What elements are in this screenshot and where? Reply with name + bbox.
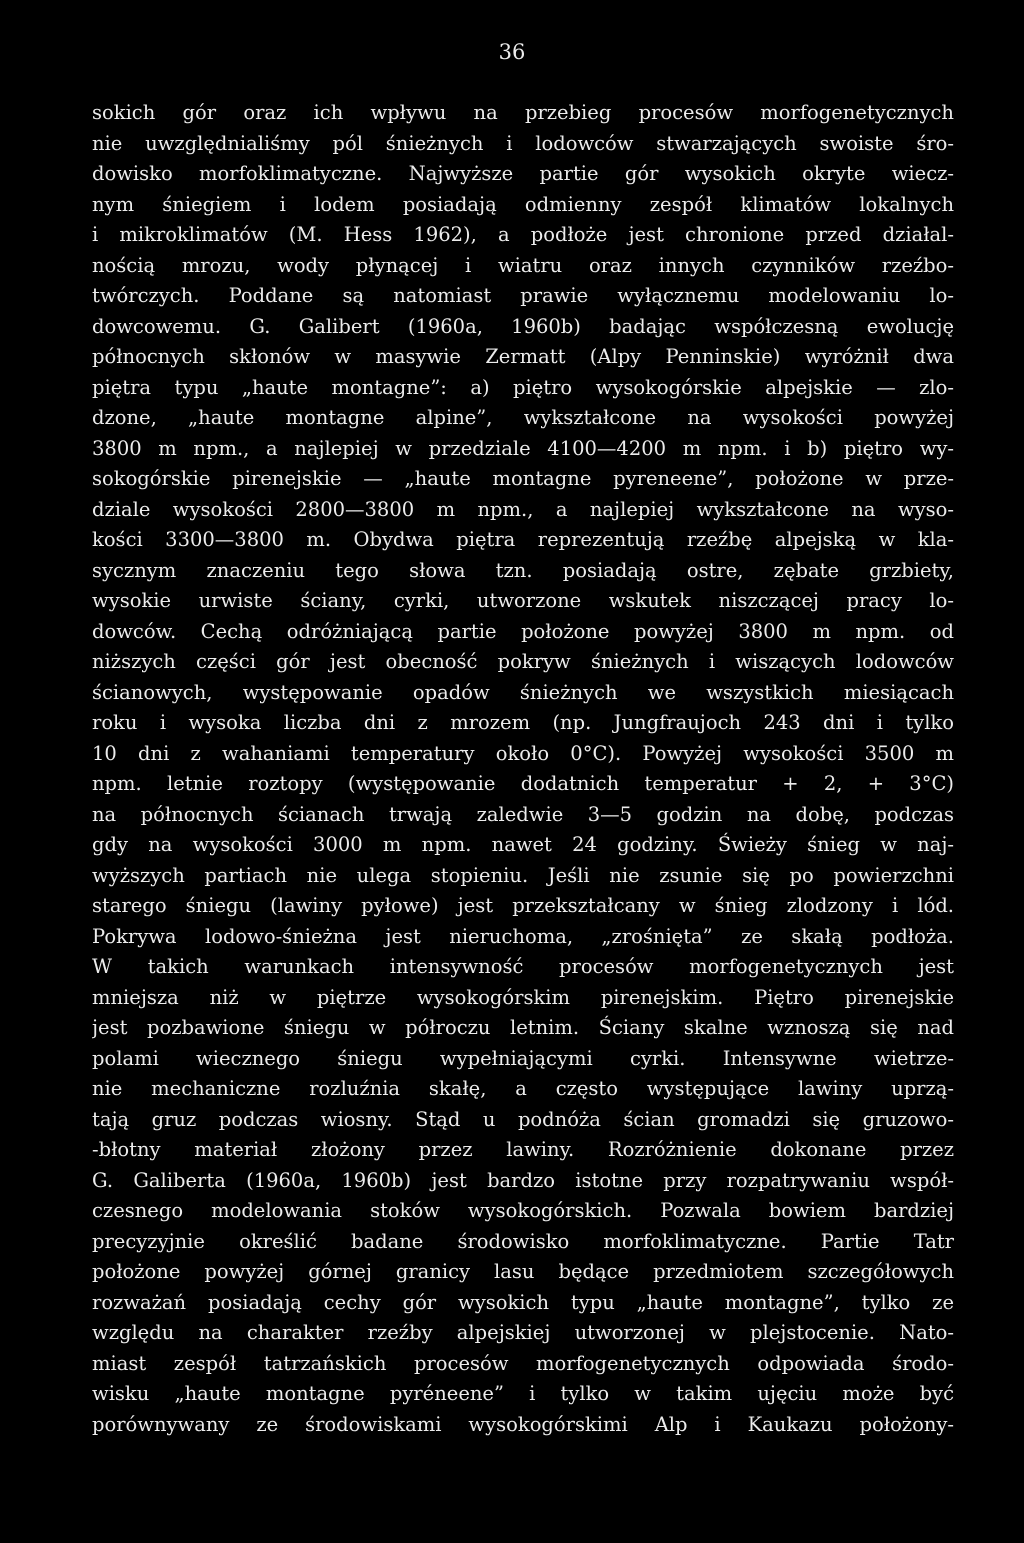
text-line: dowisko morfoklimatyczne. Najwyższe partie gór wysokich okryte wiecz- — [92, 162, 954, 185]
text-line: dowcowemu. G. Galibert (1960a, 1960b) badając współczesną ewolucję — [92, 314, 954, 338]
text-line: npm. letnie roztopy (występowanie dodatnich temperatur + 2, + 3°C) — [92, 772, 954, 795]
text-line: mniejsza niż w piętrze wysokogórskim pirenejskim. Piętro pirenejskie — [92, 985, 954, 1009]
text-line: sokich gór oraz ich wpływu na przebieg procesów morfogenetycznych — [92, 101, 954, 124]
text-line: nym śniegiem i lodem posiadają odmienny zespół klimatów lokalnych — [92, 192, 954, 216]
text-line: czesnego modelowania stoków wysokogórskich. Pozwala bowiem bardziej — [92, 1199, 954, 1222]
text-line: porównywany ze środowiskami wysokogórskimi Alp i Kaukazu położony- — [92, 1412, 954, 1436]
text-line: względu na charakter rzeźby alpejskiej utworzonej w plejstocenie. Nato- — [92, 1321, 954, 1344]
text-line: na północnych ścianach trwają zaledwie 3—5 godzin na dobę, podczas — [92, 802, 954, 826]
text-line: dowców. Cechą odróżniającą partie położone powyżej 3800 m npm. od — [92, 619, 954, 643]
text-line: miast zespół tatrzańskich procesów morfogenetycznych odpowiada środo- — [92, 1351, 954, 1375]
text-line: wysokie urwiste ściany, cyrki, utworzone wskutek niszczącej pracy lo- — [92, 589, 954, 612]
text-line: kości 3300—3800 m. Obydwa piętra reprezentują rzeźbę alpejską w kla- — [92, 528, 954, 551]
text-line: gdy na wysokości 3000 m npm. nawet 24 godziny. Świeży śnieg w naj- — [92, 833, 954, 856]
text-line: sokogórskie pirenejskie — „haute montagne pyreneene”, położone w prze- — [92, 467, 954, 490]
text-line: sycznym znaczeniu tego słowa tzn. posiadają ostre, zębate grzbiety, — [92, 558, 954, 582]
text-line: dziale wysokości 2800—3800 m npm., a najlepiej wykształcone na wyso- — [92, 497, 954, 521]
text-line: Pokrywa lodowo-śnieżna jest nieruchoma, „zrośnięta” ze skałą podłoża. — [92, 924, 954, 948]
text-line: tają gruz podczas wiosny. Stąd u podnóża ścian gromadzi się gruzowo- — [92, 1107, 954, 1131]
text-line: niższych części gór jest obecność pokryw śnieżnych i wiszących lodowców — [92, 650, 954, 673]
text-line: starego śniegu (lawiny pyłowe) jest przekształcany w śnieg zlodzony i lód. — [92, 894, 954, 917]
text-line: W takich warunkach intensywność procesów morfogenetycznych jest — [92, 955, 954, 978]
text-line: położone powyżej górnej granicy lasu będące przedmiotem szczegółowych — [92, 1260, 954, 1283]
text-line: roku i wysoka liczba dni z mrozem (np. Jungfraujoch 243 dni i tylko — [92, 711, 954, 734]
text-line: nie uwzględnialiśmy pól śnieżnych i lodowców stwarzających swoiste śro- — [92, 131, 954, 155]
text-line: i mikroklimatów (M. Hess 1962), a podłoże jest chronione przed działal- — [92, 223, 954, 246]
text-line: nością mrozu, wody płynącej i wiatru oraz innych czynników rzeźbo- — [92, 253, 954, 277]
text-line: G. Galiberta (1960a, 1960b) jest bardzo istotne przy rozpatrywaniu współ- — [92, 1168, 954, 1192]
body-text — [92, 98, 954, 1440]
text-line: polami wiecznego śniegu wypełniającymi cyrki. Intensywne wietrze- — [92, 1046, 954, 1070]
page-number: 36 — [498, 40, 526, 64]
text-line: 10 dni z wahaniami temperatury około 0°C). Powyżej wysokości 3500 m — [92, 741, 954, 765]
text-line: dzone, „haute montagne alpine”, wykształcone na wysokości powyżej — [92, 406, 954, 429]
text-line: wisku „haute montagne pyréneene” i tylko w takim ujęciu może być — [92, 1382, 954, 1405]
text-line: jest pozbawione śniegu w półroczu letnim. Ściany skalne wznoszą się nad — [92, 1016, 954, 1039]
text-line: ścianowych, występowanie opadów śnieżnych we wszystkich miesiącach — [92, 680, 954, 704]
text-line: 3800 m npm., a najlepiej w przedziale 4100—4200 m npm. i b) piętro wy- — [92, 436, 954, 460]
text-line: twórczych. Poddane są natomiast prawie wyłącznemu modelowaniu lo- — [92, 284, 954, 307]
text-line: -błotny materiał złożony przez lawiny. Rozróżnienie dokonane przez — [92, 1138, 954, 1161]
text-line: północnych skłonów w masywie Zermatt (Alpy Penninskie) wyróżnił dwa — [92, 345, 954, 368]
text-line: nie mechaniczne rozluźnia skałę, a często występujące lawiny uprzą- — [92, 1077, 954, 1100]
text-line: wyższych partiach nie ulega stopieniu. Jeśli nie zsunie się po powierzchni — [92, 863, 954, 887]
text-line: piętra typu „haute montagne”: a) piętro wysokogórskie alpejskie — zlo- — [92, 375, 954, 399]
text-line: rozważań posiadają cechy gór wysokich typu „haute montagne”, tylko ze — [92, 1290, 954, 1314]
text-line: precyzyjnie określić badane środowisko morfoklimatyczne. Partie Tatr — [92, 1229, 954, 1253]
